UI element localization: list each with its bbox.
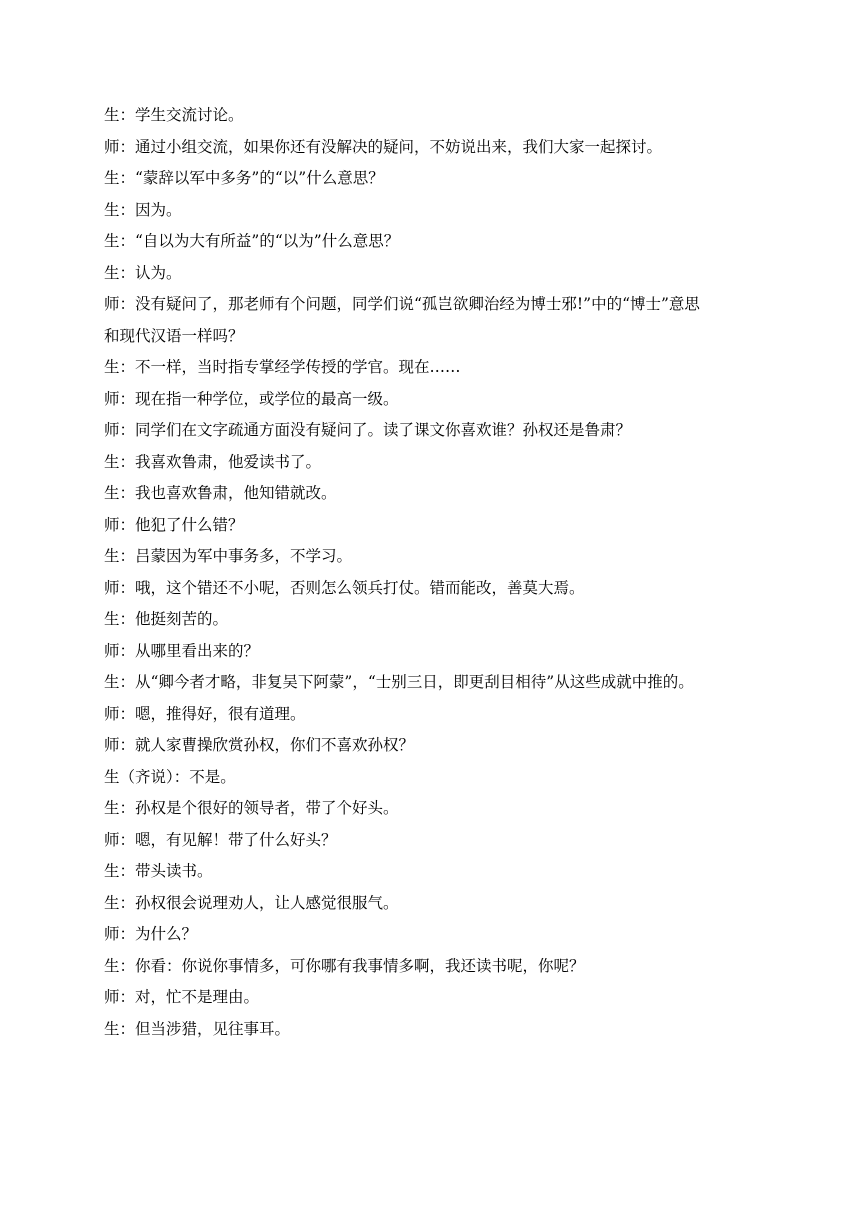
dialogue-text (104, 100, 764, 1045)
dialogue-line: 师：就人家曹操欣赏孙权，你们不喜欢孙权？ (104, 736, 415, 754)
dialogue-line: 生：孙权是个很好的领导者，带了个好头。 (104, 799, 399, 817)
dialogue-line: 和现代汉语一样吗？ (104, 326, 244, 345)
dialogue-line: 师：他犯了什么错？ (104, 515, 244, 534)
dialogue-line: 师：现在指一种学位，或学位的最高一级。 (104, 389, 399, 408)
dialogue-line: 生：你看：你说你事情多，可你哪有我事情多啊，我还读书呢，你呢？ (104, 956, 585, 975)
dialogue-line: 生：“自以为大有所益”的“以为”什么意思？ (104, 232, 400, 250)
dialogue-line: 师：通过小组交流，如果你还有没解决的疑问，不妨说出来，我们大家一起探讨。 (104, 137, 663, 156)
dialogue-line: 生：我也喜欢鲁肃，他知错就改。 (104, 484, 337, 502)
dialogue-line: 师：没有疑问了，那老师有个问题，同学们说“孤岂欲卿治经为博士邪!”中的“博士”意思 (104, 295, 700, 313)
dialogue-line: 生：“蒙辞以军中多务”的“以”什么意思？ (104, 169, 384, 187)
dialogue-line: 生：因为。 (104, 200, 182, 219)
dialogue-line: 师：嗯，有见解！带了什么好头？ (104, 830, 337, 849)
dialogue-line: 生：从“卿今者才略，非复吴下阿蒙”，“士别三日，即更刮目相待”从这些成就中推的。 (104, 673, 694, 691)
dialogue-line: 生：我喜欢鲁肃，他爱读书了。 (104, 452, 322, 471)
dialogue-line: 生：吕蒙因为军中事务多，不学习。 (104, 547, 353, 565)
dialogue-line: 师：哦，这个错还不小呢，否则怎么领兵打仗。错而能改，善莫大焉。 (104, 578, 585, 597)
dialogue-line: 生：带头读书。 (104, 862, 213, 880)
dialogue-line: 生：孙权很会说理劝人，让人感觉很服气。 (104, 893, 399, 912)
dialogue-line: 师：同学们在文字疏通方面没有疑问了。读了课文你喜欢谁？孙权还是鲁肃？ (104, 421, 632, 439)
dialogue-line: 师：嗯，推得好，很有道理。 (104, 704, 306, 723)
dialogue-line: 生：但当涉猎，见往事耳。 (104, 1019, 291, 1038)
dialogue-line: 生（齐说）：不是。 (104, 767, 236, 786)
dialogue-line: 生：不一样，当时指专掌经学传授的学官。现在…… (104, 358, 461, 376)
dialogue-line: 生：学生交流讨论。 (104, 106, 244, 124)
dialogue-line: 师：从哪里看出来的？ (104, 641, 260, 660)
dialogue-line: 师：对，忙不是理由。 (104, 988, 260, 1006)
dialogue-line: 生：认为。 (104, 263, 182, 282)
dialogue-line: 师：为什么？ (104, 925, 198, 943)
dialogue-line: 生：他挺刻苦的。 (104, 610, 229, 628)
